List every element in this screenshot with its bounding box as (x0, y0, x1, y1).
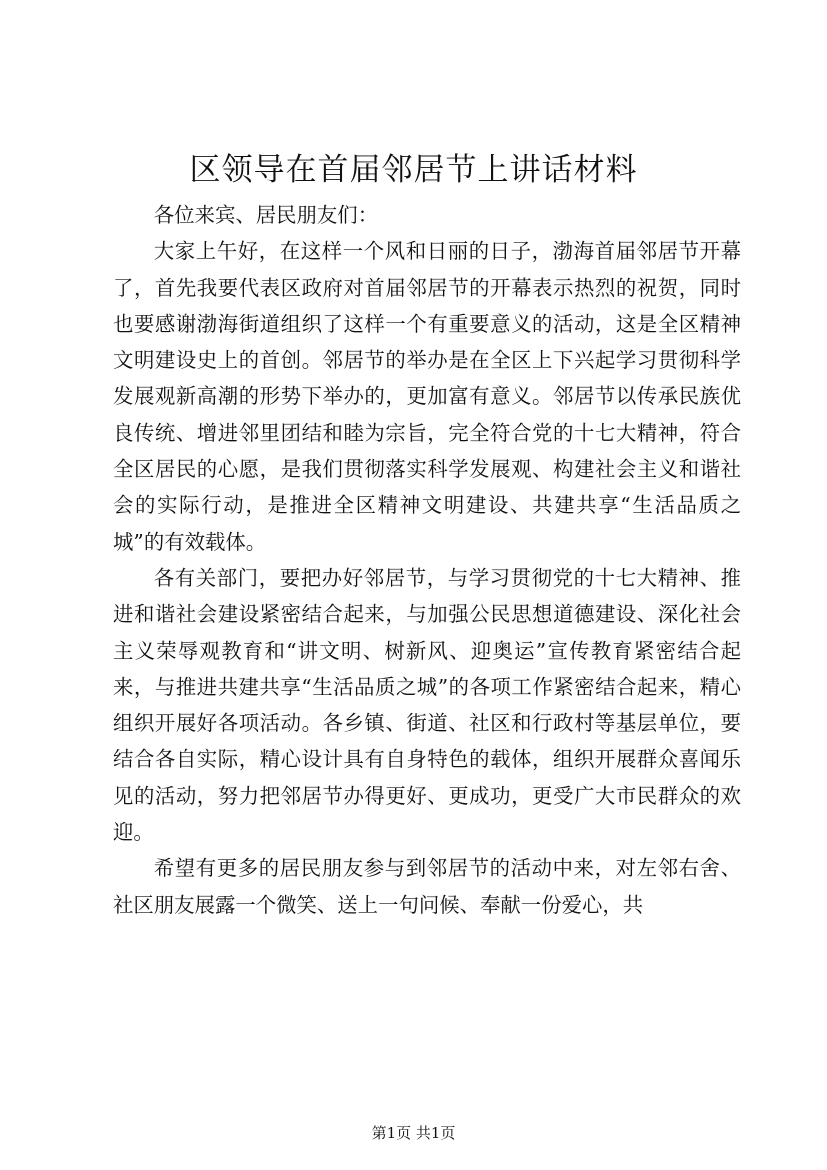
document-title: 区领导在首届邻居节上讲话材料 (189, 152, 638, 188)
page-footer: 第1页 共1页 (371, 1124, 456, 1142)
body-paragraph: 希望有更多的居民朋友参与到邻居节的活动中来，对左邻右舍、社区朋友展露一个微笑、送上一句问候、奉献一份爱心，共 (113, 856, 741, 917)
salutation-paragraph: 各位来宾、居民朋友们： (153, 203, 379, 227)
body-paragraph: 大家上午好，在这样一个风和日丽的日子，渤海首届邻居节开幕了，首先我要代表区政府对首届邻居节的开幕表示热烈的祝贺，同时也要感谢渤海街道组织了这样一个有重要意义的活动，这是全区精神文明建设史上的首创。邻居节的举办是在全区上下兴起学习贯彻科学发展观新高潮的形势下举办的，更加富有意义。邻居节以传承民族优良传统、增进邻里团结和睦为宗旨，完全符合党的十七大精神，符合全区居民的心愿，是我们贯彻落实科学发展观、构建社会主义和谐社会的实际行动，是推进全区精神文明建设、共建共享“生活品质之城”的有效载体。 (113, 239, 741, 554)
body-paragraph: 各有关部门，要把办好邻居节，与学习贯彻党的十七大精神、推进和谐社会建设紧密结合起来，与加强公民思想道德建设、深化社会主义荣辱观教育和“讲文明、树新风、迎奥运”宣传教育紧密结合起来，与推进共建共享“生活品质之城”的各项工作紧密结合起来，精心组织开展好各项活动。各乡镇、街道、社区和行政村等基层单位，要结合各自实际，精心设计具有自身特色的载体，组织开展群众喜闻乐见的活动，努力把邻居节办得更好、更成功，更受广大市民群众的欢迎。 (113, 565, 741, 845)
document-body (113, 197, 741, 923)
